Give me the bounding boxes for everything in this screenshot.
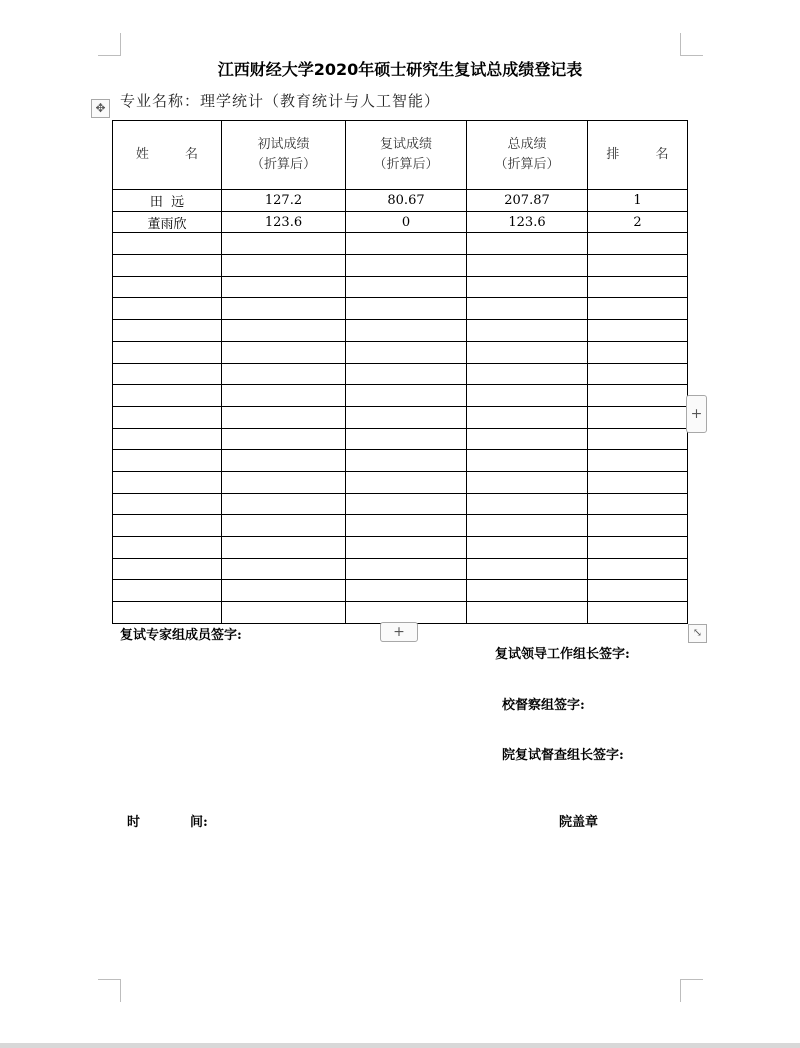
table-row	[113, 537, 688, 559]
empty-cell[interactable]	[222, 255, 346, 277]
empty-cell[interactable]	[588, 493, 688, 515]
empty-cell[interactable]	[588, 406, 688, 428]
time-label-colon: 间:	[190, 815, 208, 830]
empty-cell[interactable]	[346, 255, 467, 277]
empty-cell[interactable]	[467, 515, 588, 537]
empty-cell[interactable]	[467, 537, 588, 559]
empty-cell[interactable]	[346, 341, 467, 363]
empty-cell[interactable]	[467, 580, 588, 602]
empty-cell[interactable]	[113, 233, 222, 255]
empty-cell[interactable]	[222, 233, 346, 255]
empty-cell[interactable]	[467, 558, 588, 580]
empty-cell[interactable]	[346, 428, 467, 450]
empty-cell[interactable]	[113, 255, 222, 277]
empty-cell[interactable]	[222, 406, 346, 428]
empty-cell[interactable]	[222, 515, 346, 537]
empty-cell[interactable]	[222, 428, 346, 450]
empty-cell[interactable]	[113, 298, 222, 320]
cell-total-score[interactable]: 123.6	[467, 211, 588, 233]
table-row	[113, 515, 688, 537]
empty-cell[interactable]	[113, 450, 222, 472]
table-row	[113, 385, 688, 407]
page-bottom-edge	[0, 1043, 800, 1048]
page-corner-mark	[680, 979, 703, 1002]
empty-cell[interactable]	[588, 580, 688, 602]
cell-retest-score[interactable]: 80.67	[346, 190, 467, 212]
empty-cell[interactable]	[113, 471, 222, 493]
empty-cell[interactable]	[113, 428, 222, 450]
college-seal-label: 院盖章	[559, 815, 599, 830]
page-corner-mark	[98, 979, 121, 1002]
document-title: 江西财经大学2020年硕士研究生复试总成绩登记表	[217, 60, 583, 79]
table-header-row	[113, 121, 688, 190]
empty-cell[interactable]	[467, 363, 588, 385]
plus-icon: +	[690, 406, 703, 422]
empty-cell[interactable]	[467, 255, 588, 277]
empty-cell[interactable]	[346, 580, 467, 602]
cell-name[interactable]: 董雨欣	[113, 211, 222, 233]
cell-initial-score[interactable]: 123.6	[222, 211, 346, 233]
empty-cell[interactable]	[222, 298, 346, 320]
empty-cell[interactable]	[113, 537, 222, 559]
empty-cell[interactable]	[113, 276, 222, 298]
plus-icon: +	[393, 624, 405, 640]
empty-cell[interactable]	[588, 558, 688, 580]
empty-cell[interactable]	[222, 320, 346, 342]
table-move-handle[interactable]	[91, 99, 110, 118]
empty-cell[interactable]	[588, 515, 688, 537]
empty-cell[interactable]	[588, 602, 688, 624]
empty-cell[interactable]	[113, 602, 222, 624]
empty-cell[interactable]	[467, 233, 588, 255]
empty-cell[interactable]	[222, 537, 346, 559]
page-corner-mark	[680, 33, 703, 56]
move-icon: ✥	[95, 101, 106, 115]
empty-cell[interactable]	[588, 320, 688, 342]
table-row	[113, 428, 688, 450]
empty-cell[interactable]	[346, 320, 467, 342]
empty-cell[interactable]	[588, 341, 688, 363]
empty-cell[interactable]	[467, 320, 588, 342]
empty-cell[interactable]	[588, 363, 688, 385]
table-row	[113, 255, 688, 277]
table-row	[113, 276, 688, 298]
header-cell-name: 姓 名	[113, 121, 222, 190]
header-cell-total: 总成绩 （折算后）	[467, 121, 588, 190]
leader-signature-label: 复试领导工作组长签字:	[495, 647, 630, 662]
table-row	[113, 580, 688, 602]
empty-cell[interactable]	[113, 320, 222, 342]
empty-cell[interactable]	[588, 428, 688, 450]
empty-cell[interactable]	[346, 298, 467, 320]
empty-cell[interactable]	[346, 385, 467, 407]
empty-cell[interactable]	[467, 298, 588, 320]
empty-cell[interactable]	[346, 450, 467, 472]
table-row	[113, 471, 688, 493]
empty-cell[interactable]	[346, 515, 467, 537]
empty-cell[interactable]	[467, 276, 588, 298]
empty-cell[interactable]	[113, 580, 222, 602]
empty-cell[interactable]	[588, 276, 688, 298]
empty-cell[interactable]	[588, 298, 688, 320]
inspection-signature-label: 院复试督查组长签字:	[502, 748, 624, 763]
empty-cell[interactable]	[467, 406, 588, 428]
empty-cell[interactable]	[113, 515, 222, 537]
table-row	[113, 558, 688, 580]
cell-name[interactable]: 田 远	[113, 190, 222, 212]
empty-cell[interactable]	[113, 493, 222, 515]
empty-cell[interactable]	[222, 580, 346, 602]
table-row	[113, 211, 688, 233]
add-column-button[interactable]	[686, 395, 707, 433]
major-name: 专业名称：理学统计（教育统计与人工智能）	[120, 92, 441, 110]
empty-cell[interactable]	[222, 493, 346, 515]
header-cell-retest: 复试成绩 （折算后）	[346, 121, 467, 190]
table-row	[113, 602, 688, 624]
empty-cell[interactable]	[346, 537, 467, 559]
empty-cell[interactable]	[113, 558, 222, 580]
empty-cell[interactable]	[222, 558, 346, 580]
empty-cell[interactable]	[346, 602, 467, 624]
empty-cell[interactable]	[467, 428, 588, 450]
table-row	[113, 493, 688, 515]
empty-cell[interactable]	[222, 602, 346, 624]
empty-cell[interactable]	[467, 493, 588, 515]
empty-cell[interactable]	[467, 471, 588, 493]
table-row	[113, 450, 688, 472]
time-label: 时	[127, 815, 141, 830]
empty-cell[interactable]	[588, 385, 688, 407]
empty-cell[interactable]	[346, 406, 467, 428]
empty-cell[interactable]	[222, 276, 346, 298]
header-cell-initial: 初试成绩 （折算后）	[222, 121, 346, 190]
empty-cell[interactable]	[346, 363, 467, 385]
supervision-signature-label: 校督察组签字:	[502, 698, 585, 713]
score-table	[112, 120, 688, 624]
empty-cell[interactable]	[346, 471, 467, 493]
empty-cell[interactable]	[588, 471, 688, 493]
empty-cell[interactable]	[222, 471, 346, 493]
empty-cell[interactable]	[113, 406, 222, 428]
empty-cell[interactable]	[346, 233, 467, 255]
empty-cell[interactable]	[222, 341, 346, 363]
expert-group-signature-label: 复试专家组成员签字:	[120, 628, 242, 643]
empty-cell[interactable]	[588, 255, 688, 277]
empty-cell[interactable]	[346, 493, 467, 515]
empty-cell[interactable]	[222, 450, 346, 472]
page-corner-mark	[98, 33, 121, 56]
table-resize-handle[interactable]	[688, 624, 707, 643]
empty-cell[interactable]	[222, 385, 346, 407]
empty-cell[interactable]	[113, 341, 222, 363]
table-row	[113, 363, 688, 385]
empty-cell[interactable]	[467, 450, 588, 472]
empty-cell[interactable]	[113, 385, 222, 407]
cell-rank[interactable]: 1	[588, 190, 688, 212]
table-row	[113, 406, 688, 428]
cell-rank[interactable]: 2	[588, 211, 688, 233]
table-row	[113, 298, 688, 320]
table-row	[113, 341, 688, 363]
cell-total-score[interactable]: 207.87	[467, 190, 588, 212]
empty-cell[interactable]	[588, 537, 688, 559]
empty-cell[interactable]	[588, 450, 688, 472]
empty-cell[interactable]	[113, 363, 222, 385]
empty-cell[interactable]	[467, 602, 588, 624]
table-row	[113, 320, 688, 342]
empty-cell[interactable]	[467, 341, 588, 363]
empty-cell[interactable]	[588, 233, 688, 255]
cell-retest-score[interactable]: 0	[346, 211, 467, 233]
add-row-button[interactable]	[380, 622, 418, 642]
resize-icon: ⤡	[692, 626, 703, 639]
cell-initial-score[interactable]: 127.2	[222, 190, 346, 212]
header-cell-rank: 排 名	[588, 121, 688, 190]
table-row	[113, 233, 688, 255]
empty-cell[interactable]	[346, 276, 467, 298]
empty-cell[interactable]	[346, 558, 467, 580]
empty-cell[interactable]	[222, 363, 346, 385]
table-row	[113, 190, 688, 212]
empty-cell[interactable]	[467, 385, 588, 407]
